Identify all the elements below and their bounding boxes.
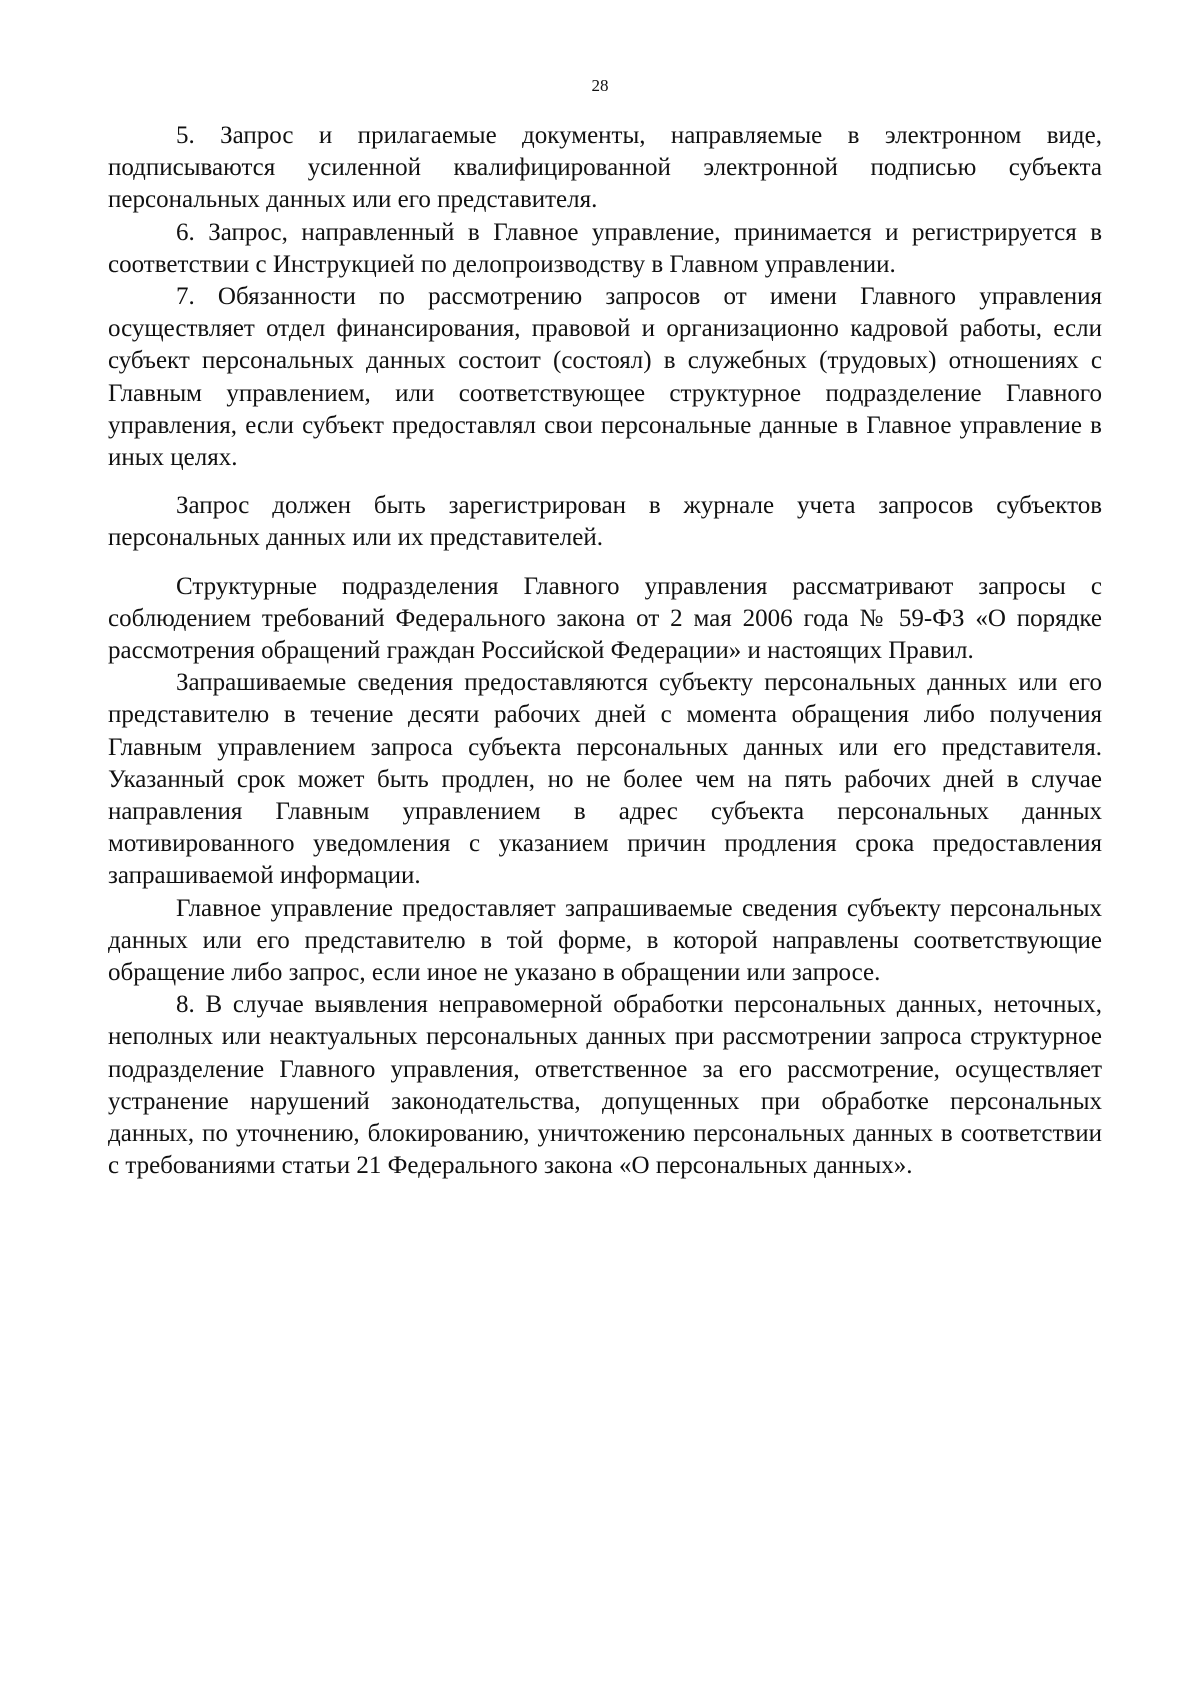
paragraph-requested-information: Запрашиваемые сведения предоставляются субъекту персональных данных или его представителю в течение десяти рабочих дней с момента обращения либо получения Главным управлением запроса субъекта персональных данных или его представителя. Указанный срок может быть продлен, но не более чем на пять рабочих дней в случае направления Главным управлением в адрес субъекта персональных данных мотивированного уведомления с указанием причин продления срока предоставления запрашиваемой информации.: [108, 669, 1102, 890]
paragraph-structural-divisions: Структурные подразделения Главного управления рассматривают запросы с соблюдением требований Федерального закона от 2 мая 2006 года № 59-ФЗ «О порядке рассмотрения обращений граждан Российской Федерации» и настоящих Правил.: [108, 572, 1102, 665]
paragraph-7: 7. Обязанности по рассмотрению запросов от имени Главного управления осуществляет отдел финансирования, правовой и организационно кадровой работы, если субъект персональных данных состоит (состоял) в служебных (трудовых) отношениях с Главным управлением, или соответствующее структурное подразделение Главного управления, если субъект предоставлял свои персональные данные в Главное управление в иных целях.: [108, 283, 1102, 472]
paragraph-journal-registration: Запрос должен быть зарегистрирован в журнале учета запросов субъектов персональных данных или их представителей.: [108, 492, 1102, 552]
document-body: [108, 120, 1102, 1183]
paragraph-8: 8. В случае выявления неправомерной обработки персональных данных, неточных, неполных или неактуальных персональных данных при рассмотрении запроса структурное подразделение Главного управления, ответственное за его рассмотрение, осуществляет устранение нарушений законодательства, допущенных при обработке персональных данных, по уточнению, блокированию, уничтожению персональных данных в соответствии с требованиями статьи 21 Федерального закона «О персональных данных».: [108, 991, 1102, 1180]
paragraph-5: 5. Запрос и прилагаемые документы, направляемые в электронном виде, подписываются усиленной квалифицированной электронной подписью субъекта персональных данных или его представителя.: [108, 122, 1102, 214]
page-number: 28: [591, 76, 609, 95]
paragraph-response-form: Главное управление предоставляет запрашиваемые сведения субъекту персональных данных или его представителю в той форме, в которой направлены соответствующие обращение либо запрос, если иное не указано в обращении или запросе.: [108, 894, 1102, 987]
paragraph-6: 6. Запрос, направленный в Главное управление, принимается и регистрируется в соответствии с Инструкцией по делопроизводству в Главном управлении.: [108, 218, 1102, 278]
